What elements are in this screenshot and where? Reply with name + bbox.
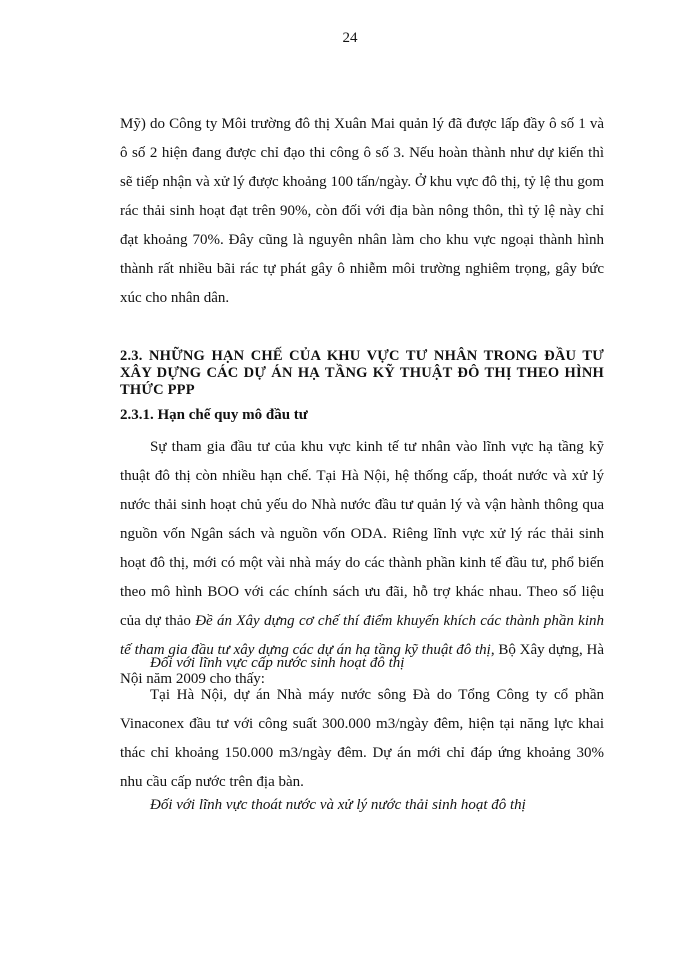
paragraph-text-start: Sự tham gia đầu tư của khu vực kinh tế tư nhân vào lĩnh vực hạ tầng kỹ thuật đô thị còn nhiều hạn chế. Tại Hà Nội, hệ thống cấp, thoát nước và xử lý nước thải sinh hoạt chủ yếu do Nhà nước đầu tư quản lý và vận hành thông qua nguồn vốn Ngân sách và nguồn vốn ODA. Riêng lĩnh vực xử lý rác thải sinh hoạt đô thị, mới có một vài nhà máy do các thành phần kinh tế đầu tư, phổ biến theo mô hình BOO với các chính sách ưu đãi, hỗ trợ khác nhau. Theo số liệu của dự thảo — [120, 439, 604, 629]
intro-paragraph: Mỹ) do Công ty Môi trường đô thị Xuân Mai quản lý đã được lấp đầy ô số 1 và ô số 2 hiện đang được chỉ đạo thi công ô số 3. Nếu hoàn thành như dự kiến thì sẽ tiếp nhận và xử lý được khoảng 100 tấn/ngày. Ở khu vực đô thị, tỷ lệ thu gom rác thải sinh hoạt đạt trên 90%, còn đối với địa bàn nông thôn, thì tỷ lệ này chỉ đạt khoảng 70%. Đây cũng là nguyên nhân làm cho khu vực ngoại thành hình thành rất nhiều bãi rác tự phát gây ô nhiễm môi trường nghiêm trọng, gây bức xúc cho nhân dân. — [120, 116, 604, 306]
subhead-drainage: Đối với lĩnh vực thoát nước và xử lý nước thải sinh hoạt đô thị — [150, 797, 526, 813]
page-number: 24 — [342, 30, 358, 46]
source-document-title: Đề án Xây dựng cơ chế thí điểm khuyến khích các thành phần kinh tế tham gia đầu tư xây dựng các dự án hạ tầng kỹ thuật đô thị — [120, 613, 604, 658]
subhead-water-supply: Đối với lĩnh vực cấp nước sinh hoạt đô thị — [150, 655, 405, 671]
paragraph-water-supply: Tại Hà Nội, dự án Nhà máy nước sông Đà do Tổng Công ty cổ phần Vinaconex đầu tư với công suất 300.000 m3/ngày đêm, hiện tại năng lực khai thác chỉ khoảng 150.000 m3/ngày đêm. Dự án mới chỉ đáp ứng khoảng 30% nhu cầu cấp nước trên địa bàn. — [120, 687, 604, 790]
paragraph-text-end: , Bộ Xây dựng, Hà Nội năm 2009 cho thấy: — [120, 642, 604, 687]
section-heading: 2.3. NHỮNG HẠN CHẾ CỦA KHU VỰC TƯ NHÂN TRONG ĐẦU TƯ XÂY DỰNG CÁC DỰ ÁN HẠ TẦNG KỸ THUẬT ĐÔ THỊ THEO HÌNH THỨC PPP — [120, 348, 604, 398]
subsection-heading: 2.3.1. Hạn chế quy mô đầu tư — [120, 407, 308, 423]
